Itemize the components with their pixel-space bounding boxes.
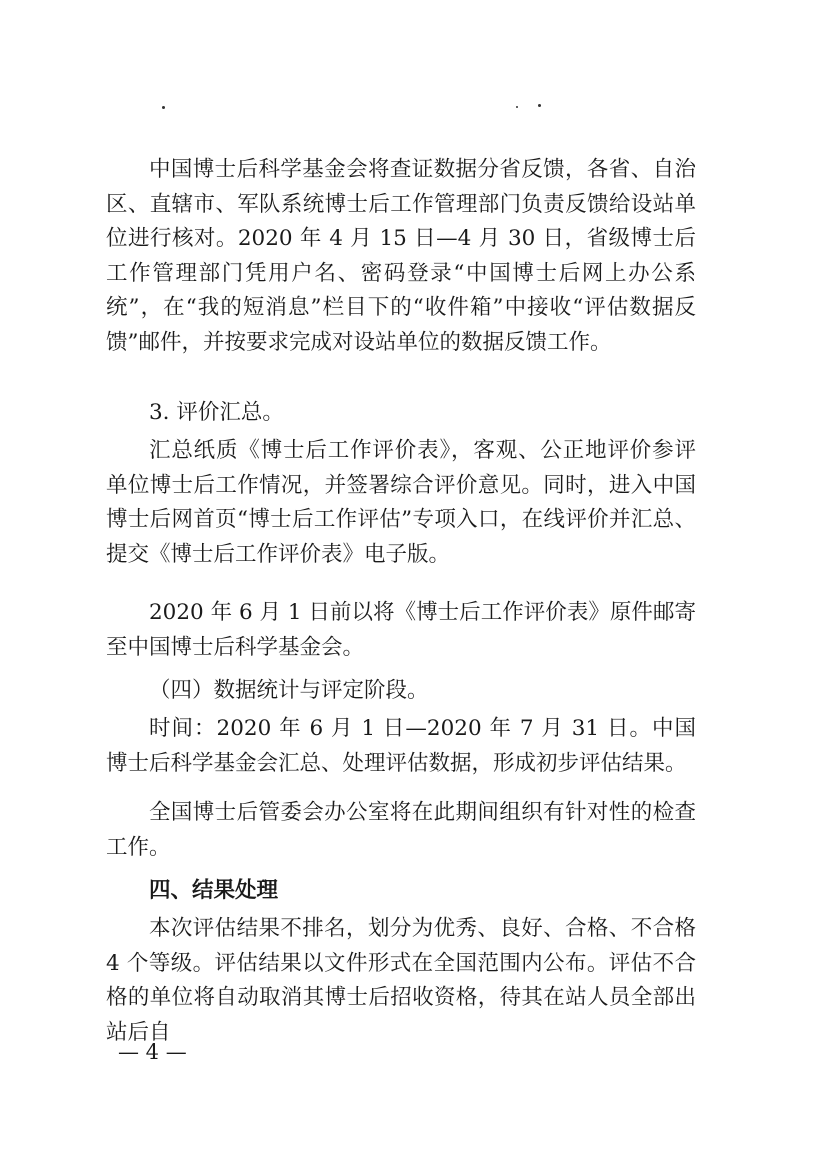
paragraph-results: 本次评估结果不排名，划分为优秀、良好、合格、不合格 4 个等级。评估结果以文件形式在全国范围内公布。评估不合格的单位将自动取消其博士后招收资格，待其在站人员全部出站后自 [106, 916, 696, 1045]
scan-speck [516, 106, 518, 108]
paragraph-mailing: 2020 年 6 月 1 日前以将《博士后工作评价表》原件邮寄至中国博士后科学基金会。 [106, 600, 696, 660]
paragraph-timeline: 时间：2020 年 6 月 1 日—2020 年 7 月 31 日。中国博士后科学基金会汇总、处理评估数据，形成初步评估结果。 [106, 716, 696, 776]
page-number: — 4 — [118, 1040, 187, 1064]
section-heading-results: 四、结果处理 [149, 878, 279, 903]
paragraph-summary-detail: 汇总纸质《博士后工作评价表》，客观、公正地评价参评单位博士后工作情况，并签署综合评价意见。同时，进入中国博士后网首页“博士后工作评估”专项入口，在线评价并汇总、提交《博士后工作评价表》电子版。 [106, 438, 696, 567]
subheading-statistics-stage: （四）数据统计与评定阶段。 [149, 678, 429, 703]
paragraph-inspection: 全国博士后管委会办公室将在此期间组织有针对性的检查工作。 [106, 800, 696, 860]
item-evaluation-summary: 3. 评价汇总。 [149, 400, 284, 425]
paragraph-data-feedback: 中国博士后科学基金会将查证数据分省反馈，各省、自治区、直辖市、军队系统博士后工作管理部门负责反馈给设站单位进行核对。2020 年 4 月 15 日—4 月 30 日，省级博士后工作管理部门凭用户名、密码登录“中国博士后网上办公系统”，在“我的短消息”栏目下的“收件箱”中接收“评估数据反馈”邮件，并按要求完成对设站单位的数据反馈工作。 [106, 157, 696, 355]
scan-speck [162, 106, 165, 109]
scan-speck [538, 104, 541, 107]
